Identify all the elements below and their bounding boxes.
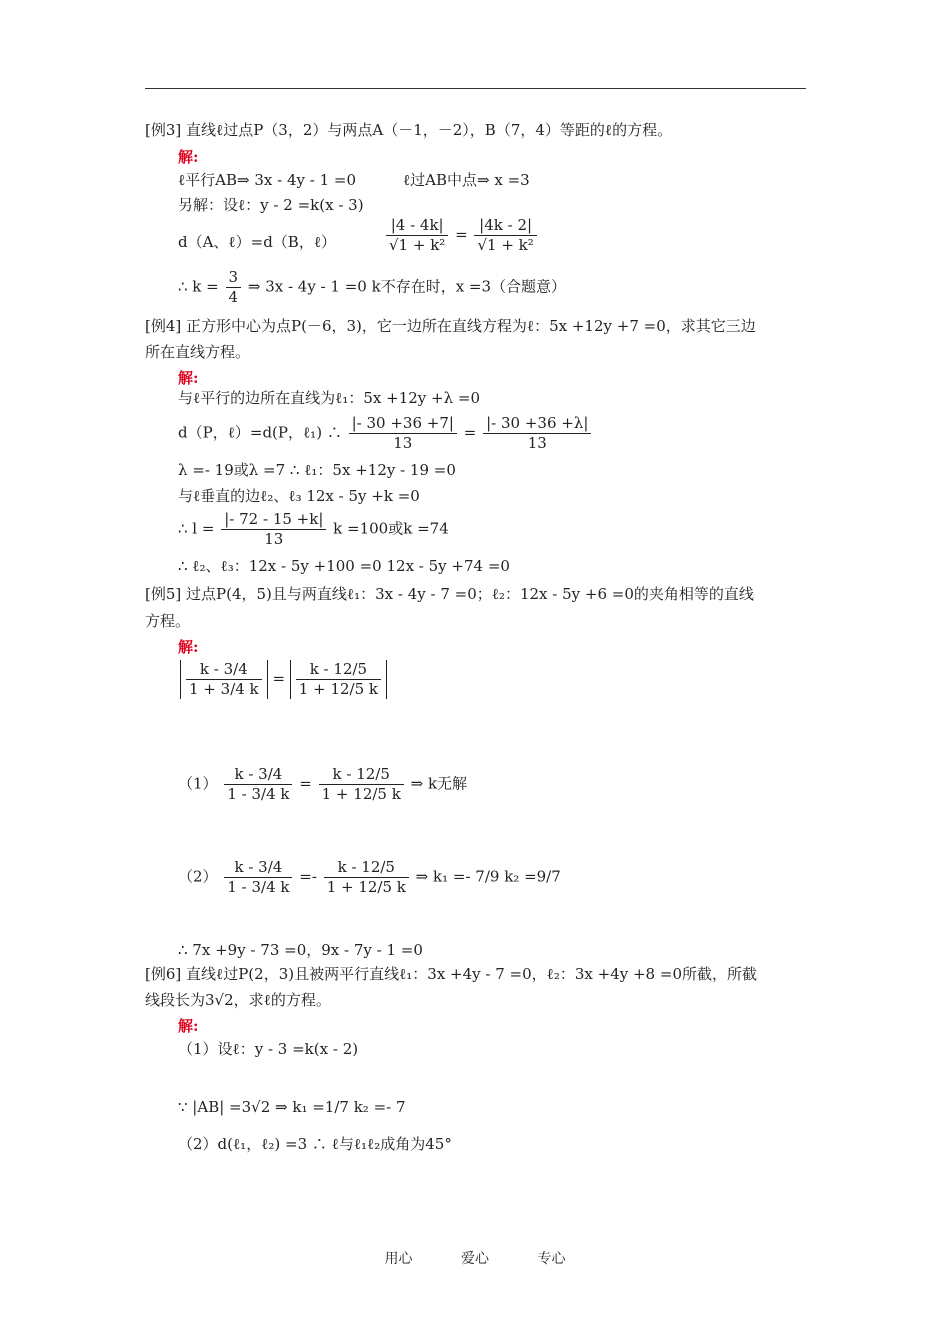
ex6-line3: （2）d(ℓ₁，ℓ₂) =3 ∴ ℓ与ℓ₁ℓ₂成角为45° — [178, 1135, 452, 1153]
ex6-title-line1: [例6] 直线ℓ过P(2，3)且被两平行直线ℓ₁：3x +4y - 7 =0，ℓ₂：3x +4y +8 =0所截，所截 — [145, 965, 757, 983]
ex3-line1b: ℓ过AB中点⇒ x =3 — [403, 171, 530, 189]
ex6-solution-label: 解: — [178, 1017, 199, 1035]
ex3-line4: ∴ k = $\frac{3}{4}$ ⇒ 3x - 4y - 1 =0 k不存在时，x =3（合题意） — [178, 268, 567, 306]
ex4-line4: 与ℓ垂直的边ℓ₂、ℓ₃ 12x - 5y +k =0 — [178, 487, 420, 505]
ex4-line5: ∴ l = $\frac{|- 72 - 15 +k|}{13}$ k =100或k =74 — [178, 510, 449, 548]
footer-b: 爱心 — [461, 1251, 489, 1267]
ex3-line3: d（A、ℓ）=d（B，ℓ） — [178, 233, 336, 251]
ex6-line1: （1）设ℓ：y - 3 =k(x - 2) — [178, 1040, 359, 1058]
ex4-line6: ∴ ℓ₂、ℓ₃：12x - 5y +100 =0 12x - 5y +74 =0 — [178, 557, 510, 575]
ex5-case2: （2） $\frac{k - 3/4}{1 - 3/4 k}$ =- $\frac{k - 12/5}{1 + 12/5 k}$ ⇒ k₁ =- 7/9 k₂ =9/7 — [178, 858, 561, 896]
ex3-line1a: ℓ平行AB⇒ 3x - 4y - 1 =0 — [178, 171, 357, 189]
ex5-title-line2: 方程。 — [145, 612, 191, 630]
ex5-result: ∴ 7x +9y - 73 =0，9x - 7y - 1 =0 — [178, 941, 423, 959]
page-footer — [0, 1248, 950, 1268]
ex4-line3: λ =- 19或λ =7 ∴ ℓ₁：5x +12y - 19 =0 — [178, 461, 456, 479]
ex5-solution-label: 解: — [178, 638, 199, 656]
header-rule — [145, 88, 806, 89]
ex4-title-line1: [例4] 正方形中心为点P(－6，3)，它一边所在直线方程为ℓ：5x +12y +7 =0，求其它三边 — [145, 317, 756, 335]
ex3-fraction-equation: $\frac{|4 - 4k|}{\text{√1 + k²}}$ = $\frac{|4k - 2|}{\text{√1 + k²}}$ — [384, 216, 539, 255]
ex4-line1: 与ℓ平行的边所在直线为ℓ₁：5x +12y +λ =0 — [178, 389, 481, 407]
ex4-line2: d（P，ℓ）=d(P，ℓ₁) ∴ $\frac{|- 30 +36 +7|}{13}$ = $\frac{|- 30 +36 +\lambda|}{13}$ — [178, 414, 593, 453]
ex3-title: [例3] 直线ℓ过点P（3，2）与两点A（－1，－2），B（7，4）等距的ℓ的方程。 — [145, 121, 673, 139]
ex5-title-line1: [例5] 过点P(4，5)且与两直线ℓ₁：3x - 4y - 7 =0；ℓ₂：12x - 5y +6 =0的夹角相等的直线 — [145, 585, 754, 603]
footer-a: 用心 — [384, 1251, 413, 1267]
ex3-solution-label: 解: — [178, 148, 199, 166]
ex6-title-line2: 线段长为3√2，求ℓ的方程。 — [145, 991, 331, 1009]
ex4-solution-label: 解: — [178, 369, 199, 387]
ex4-title-line2: 所在直线方程。 — [145, 343, 251, 361]
ex3-line2: 另解：设ℓ：y - 2 =k(x - 3) — [178, 196, 364, 214]
footer-c: 专心 — [537, 1251, 566, 1267]
ex5-abs-equation: $\frac{k - 3/4}{1 + 3/4 k}$ = $\frac{k - 12/5}{1 + 12/5 k}$ — [180, 660, 387, 699]
ex5-case1: （1） $\frac{k - 3/4}{1 - 3/4 k}$ = $\frac{k - 12/5}{1 + 12/5 k}$ ⇒ k无解 — [178, 765, 468, 803]
ex6-line2: ∵ |AB| =3√2 ⇒ k₁ =1/7 k₂ =- 7 — [178, 1098, 406, 1116]
